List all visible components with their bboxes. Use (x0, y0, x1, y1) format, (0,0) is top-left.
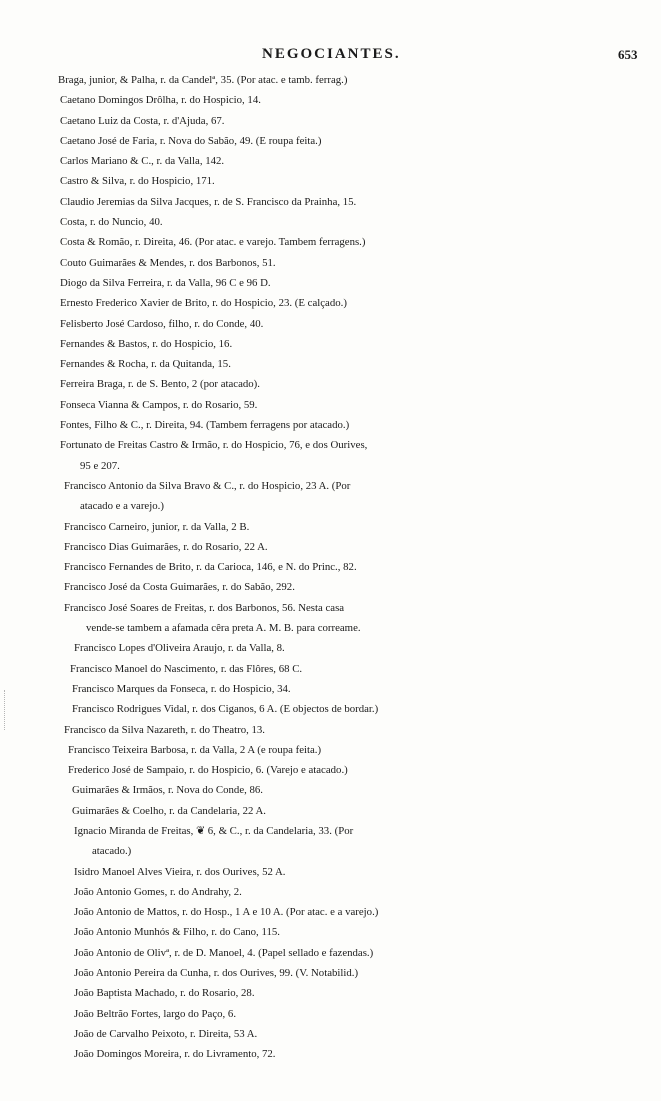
directory-entry: Isidro Manoel Alves Vieira, r. dos Ourives, 52 A. (74, 865, 286, 878)
directory-entry: Francisco Carneiro, junior, r. da Valla, 2 B. (64, 520, 250, 533)
directory-entry: Costa & Romão, r. Direita, 46. (Por atac. e varejo. Tambem ferragens.) (60, 236, 366, 249)
directory-entry: Couto Guimarães & Mendes, r. dos Barbonos, 51. (60, 256, 276, 269)
directory-entry: Claudio Jeremias da Silva Jacques, r. de S. Francisco da Prainha, 15. (60, 195, 357, 208)
directory-entry: Ferreira Braga, r. de S. Bento, 2 (por atacado). (60, 378, 260, 391)
directory-entry: Ignacio Miranda de Freitas, ❦ 6, & C., r. da Candelaria, 33. (Por (74, 824, 354, 837)
directory-entry: Felisberto José Cardoso, filho, r. do Conde, 40. (60, 317, 264, 330)
directory-entry: Fernandes & Bastos, r. do Hospicio, 16. (60, 337, 233, 350)
directory-entry: Francisco Dias Guimarães, r. do Rosario, 22 A. (64, 540, 268, 553)
running-head (0, 46, 661, 66)
directory-entry: Francisco Lopes d'Oliveira Araujo, r. da Valla, 8. (74, 642, 285, 655)
directory-entry: João de Carvalho Peixoto, r. Direita, 53 A. (74, 1027, 258, 1040)
directory-entry: João Beltrão Fortes, largo do Paço, 6. (74, 1007, 237, 1020)
running-title: NEGOCIANTES. (262, 46, 401, 62)
directory-entry: Francisco José Soares de Freitas, r. dos Barbonos, 56. Nesta casa (64, 601, 345, 614)
directory-entry: atacado.) (92, 845, 132, 858)
directory-entry: Fontes, Filho & C., r. Direita, 94. (Tambem ferragens por atacado.) (60, 419, 350, 432)
directory-entry: Francisco da Silva Nazareth, r. do Theatro, 13. (64, 723, 265, 736)
directory-entry: Francisco Antonio da Silva Bravo & C., r. do Hospicio, 23 A. (Por (64, 479, 351, 492)
directory-entry: João Antonio de Mattos, r. do Hosp., 1 A e 10 A. (Por atac. e a varejo.) (74, 906, 379, 919)
directory-entry: vende-se tambem a afamada cêra preta A. M. B. para correame. (86, 622, 361, 635)
directory-entry: 95 e 207. (80, 459, 120, 472)
directory-entry: atacado e a varejo.) (80, 500, 164, 513)
directory-entry: Fortunato de Freitas Castro & Irmão, r. do Hospicio, 76, e dos Ourives, (60, 439, 368, 452)
directory-entry: Guimarães & Irmãos, r. Nova do Conde, 86. (72, 784, 264, 797)
directory-entry: Castro & Silva, r. do Hospicio, 171. (60, 175, 215, 188)
directory-entry: Francisco Rodrigues Vidal, r. dos Ciganos, 6 A. (E objectos de bordar.) (72, 703, 379, 716)
directory-entry: Fonseca Vianna & Campos, r. do Rosario, 59. (60, 398, 258, 411)
directory-entry: João Domingos Moreira, r. do Livramento, 72. (74, 1048, 276, 1061)
directory-entry: Frederico José de Sampaio, r. do Hospicio, 6. (Varejo e atacado.) (68, 764, 348, 777)
directory-entry: Caetano José de Faria, r. Nova do Sabão, 49. (E roupa feita.) (60, 134, 322, 147)
directory-entry: Caetano Luiz da Costa, r. d'Ajuda, 67. (60, 114, 225, 127)
directory-entry: Ernesto Frederico Xavier de Brito, r. do Hospicio, 23. (E calçado.) (60, 297, 347, 310)
directory-entry: João Antonio Gomes, r. do Andrahy, 2. (74, 885, 242, 898)
directory-entry: Caetano Domingos Drôlha, r. do Hospicio, 14. (60, 94, 261, 107)
directory-entry: João Antonio Pereira da Cunha, r. dos Ourives, 99. (V. Notabilid.) (74, 967, 359, 980)
directory-entry: Carlos Mariano & C., r. da Valla, 142. (60, 155, 225, 168)
directory-entry: Francisco Marques da Fonseca, r. do Hospicio, 34. (72, 682, 291, 695)
directory-entry: João Antonio Munhós & Filho, r. do Cano, 115. (74, 926, 280, 939)
directory-entry: Costa, r. do Nuncio, 40. (60, 216, 163, 229)
directory-entry: Francisco José da Costa Guimarães, r. do Sabão, 292. (64, 581, 295, 594)
directory-entries (0, 70, 661, 1065)
directory-entry: Francisco Fernandes de Brito, r. da Carioca, 146, e N. do Princ., 82. (64, 561, 357, 574)
directory-entry: Fernandes & Rocha, r. da Quitanda, 15. (60, 358, 231, 371)
page-number: 653 (618, 47, 638, 62)
directory-entry: João Antonio de Olivª, r. de D. Manoel, 4. (Papel sellado e fazendas.) (74, 946, 374, 959)
directory-entry: Guimarães & Coelho, r. da Candelaria, 22 A. (72, 804, 266, 817)
directory-entry: Francisco Manoel do Nascimento, r. das Flôres, 68 C. (70, 662, 303, 675)
directory-entry: Diogo da Silva Ferreira, r. da Valla, 96 C e 96 D. (60, 276, 271, 289)
directory-entry: Francisco Teixeira Barbosa, r. da Valla, 2 A (e roupa feita.) (68, 743, 322, 756)
directory-entry: Braga, junior, & Palha, r. da Candelª, 35. (Por atac. e tamb. ferrag.) (58, 74, 348, 86)
directory-entry: João Baptista Machado, r. do Rosario, 28. (74, 987, 255, 1000)
